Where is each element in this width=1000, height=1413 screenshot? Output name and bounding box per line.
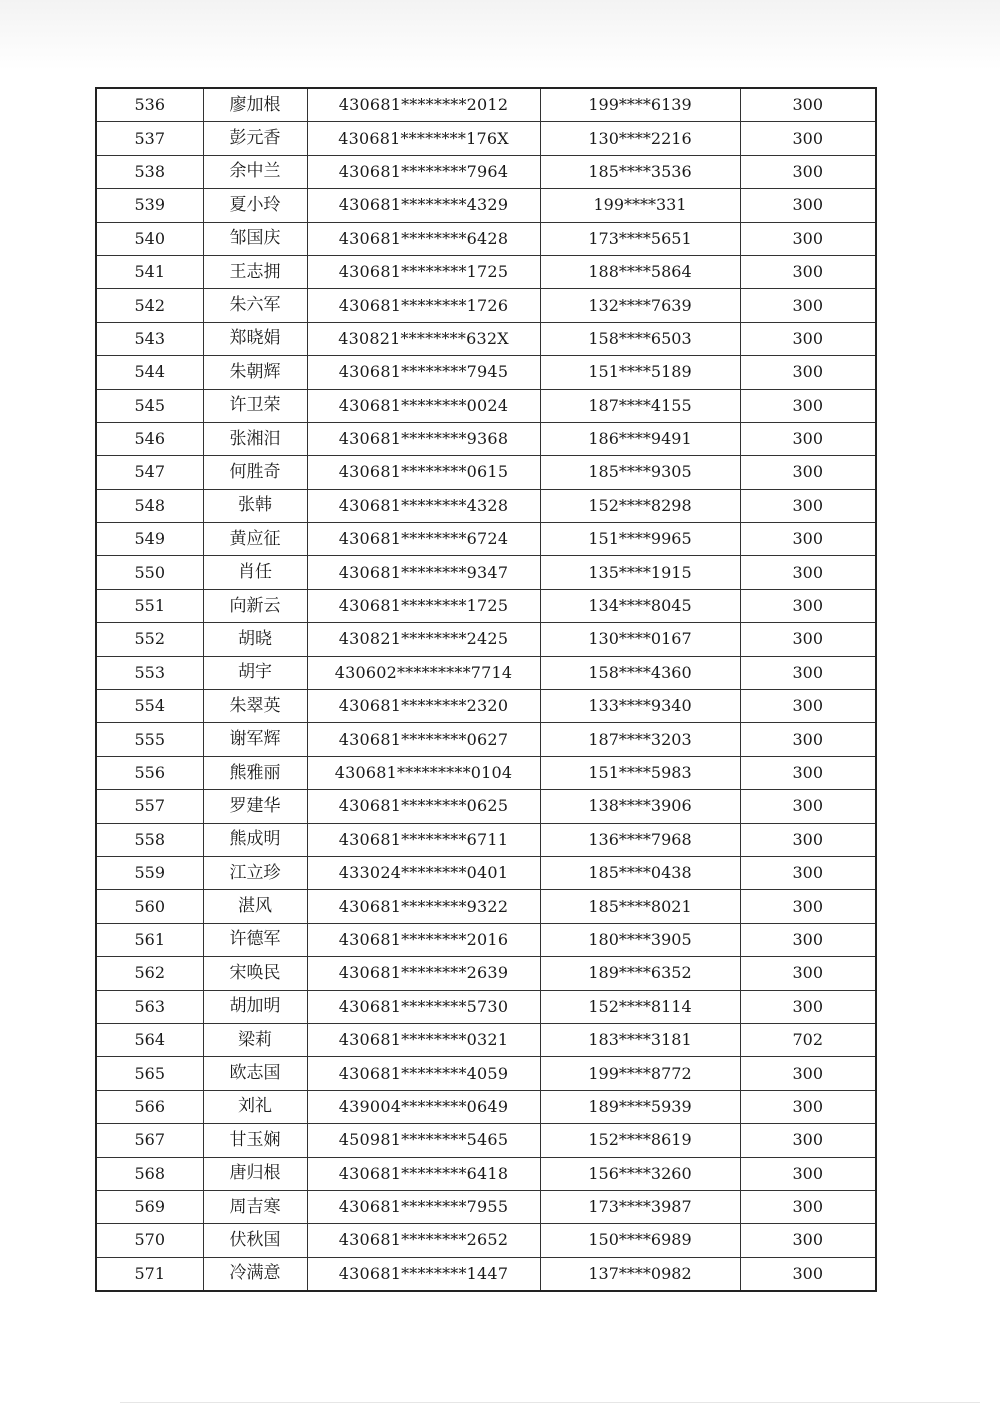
phone-cell: 156****3260	[540, 1157, 740, 1190]
amount-cell: 300	[740, 957, 876, 990]
amount-cell: 300	[740, 556, 876, 589]
id-number-cell: 430681********9347	[307, 556, 540, 589]
name-cell: 许卫荣	[203, 389, 307, 422]
row-number-cell: 548	[96, 489, 203, 522]
table-row	[96, 556, 876, 589]
name-cell: 胡晓	[203, 623, 307, 656]
row-number-cell: 549	[96, 523, 203, 556]
table-row	[96, 690, 876, 723]
name-cell: 邹国庆	[203, 222, 307, 255]
name-cell: 朱翠英	[203, 690, 307, 723]
amount-cell: 300	[740, 856, 876, 889]
row-number-cell: 566	[96, 1090, 203, 1123]
table-row	[96, 589, 876, 622]
amount-cell: 300	[740, 456, 876, 489]
phone-cell: 199****8772	[540, 1057, 740, 1090]
amount-cell: 300	[740, 1124, 876, 1157]
amount-cell: 300	[740, 322, 876, 355]
id-number-cell: 430681********0321	[307, 1023, 540, 1056]
row-number-cell: 563	[96, 990, 203, 1023]
phone-cell: 189****6352	[540, 957, 740, 990]
id-number-cell: 430681********9322	[307, 890, 540, 923]
id-number-cell: 433024********0401	[307, 856, 540, 889]
table-row	[96, 289, 876, 322]
name-cell: 甘玉娴	[203, 1124, 307, 1157]
name-cell: 许德军	[203, 923, 307, 956]
id-number-cell: 430681********1725	[307, 255, 540, 288]
phone-cell: 151****5983	[540, 756, 740, 789]
id-number-cell: 430681********4059	[307, 1057, 540, 1090]
row-number-cell: 551	[96, 589, 203, 622]
table-row	[96, 890, 876, 923]
phone-cell: 189****5939	[540, 1090, 740, 1123]
name-cell: 黄应征	[203, 523, 307, 556]
table-row	[96, 856, 876, 889]
amount-cell: 300	[740, 890, 876, 923]
table-row	[96, 1124, 876, 1157]
amount-cell: 300	[740, 823, 876, 856]
name-cell: 湛风	[203, 890, 307, 923]
phone-cell: 152****8114	[540, 990, 740, 1023]
roster-table-body	[96, 88, 876, 1291]
row-number-cell: 565	[96, 1057, 203, 1090]
id-number-cell: 430681********0024	[307, 389, 540, 422]
phone-cell: 186****9491	[540, 422, 740, 455]
row-number-cell: 564	[96, 1023, 203, 1056]
phone-cell: 199****331	[540, 189, 740, 222]
amount-cell: 300	[740, 122, 876, 155]
phone-cell: 135****1915	[540, 556, 740, 589]
table-row	[96, 1190, 876, 1223]
id-number-cell: 430681********0615	[307, 456, 540, 489]
table-row	[96, 723, 876, 756]
name-cell: 向新云	[203, 589, 307, 622]
id-number-cell: 430681********2016	[307, 923, 540, 956]
row-number-cell: 557	[96, 790, 203, 823]
id-number-cell: 430681********6724	[307, 523, 540, 556]
table-row	[96, 122, 876, 155]
phone-cell: 134****8045	[540, 589, 740, 622]
amount-cell: 300	[740, 422, 876, 455]
table-row	[96, 957, 876, 990]
row-number-cell: 568	[96, 1157, 203, 1190]
amount-cell: 300	[740, 356, 876, 389]
amount-cell: 300	[740, 690, 876, 723]
phone-cell: 185****9305	[540, 456, 740, 489]
phone-cell: 185****0438	[540, 856, 740, 889]
row-number-cell: 542	[96, 289, 203, 322]
name-cell: 梁莉	[203, 1023, 307, 1056]
row-number-cell: 544	[96, 356, 203, 389]
name-cell: 刘礼	[203, 1090, 307, 1123]
id-number-cell: 430681********4328	[307, 489, 540, 522]
id-number-cell: 430681********7945	[307, 356, 540, 389]
id-number-cell: 450981********5465	[307, 1124, 540, 1157]
row-number-cell: 555	[96, 723, 203, 756]
id-number-cell: 430681********0627	[307, 723, 540, 756]
phone-cell: 158****6503	[540, 322, 740, 355]
name-cell: 朱朝辉	[203, 356, 307, 389]
id-number-cell: 430681********6428	[307, 222, 540, 255]
amount-cell: 300	[740, 189, 876, 222]
row-number-cell: 539	[96, 189, 203, 222]
amount-cell: 300	[740, 1090, 876, 1123]
row-number-cell: 570	[96, 1224, 203, 1257]
phone-cell: 152****8619	[540, 1124, 740, 1157]
name-cell: 何胜奇	[203, 456, 307, 489]
phone-cell: 158****4360	[540, 656, 740, 689]
amount-cell: 300	[740, 756, 876, 789]
table-row	[96, 222, 876, 255]
amount-cell: 300	[740, 1257, 876, 1291]
id-number-cell: 430681********5730	[307, 990, 540, 1023]
name-cell: 夏小玲	[203, 189, 307, 222]
amount-cell: 300	[740, 523, 876, 556]
amount-cell: 702	[740, 1023, 876, 1056]
row-number-cell: 547	[96, 456, 203, 489]
amount-cell: 300	[740, 1190, 876, 1223]
scan-edge-line	[120, 1402, 980, 1403]
name-cell: 宋唤民	[203, 957, 307, 990]
phone-cell: 151****9965	[540, 523, 740, 556]
phone-cell: 180****3905	[540, 923, 740, 956]
name-cell: 江立珍	[203, 856, 307, 889]
amount-cell: 300	[740, 389, 876, 422]
name-cell: 余中兰	[203, 155, 307, 188]
row-number-cell: 546	[96, 422, 203, 455]
phone-cell: 130****2216	[540, 122, 740, 155]
phone-cell: 137****0982	[540, 1257, 740, 1291]
table-row	[96, 523, 876, 556]
table-row	[96, 1090, 876, 1123]
amount-cell: 300	[740, 656, 876, 689]
row-number-cell: 540	[96, 222, 203, 255]
phone-cell: 132****7639	[540, 289, 740, 322]
row-number-cell: 541	[96, 255, 203, 288]
row-number-cell: 562	[96, 957, 203, 990]
name-cell: 谢军辉	[203, 723, 307, 756]
name-cell: 彭元香	[203, 122, 307, 155]
row-number-cell: 543	[96, 322, 203, 355]
name-cell: 廖加根	[203, 88, 307, 122]
id-number-cell: 430681********1726	[307, 289, 540, 322]
row-number-cell: 561	[96, 923, 203, 956]
phone-cell: 188****5864	[540, 255, 740, 288]
table-row	[96, 389, 876, 422]
table-row	[96, 422, 876, 455]
amount-cell: 300	[740, 790, 876, 823]
phone-cell: 187****4155	[540, 389, 740, 422]
id-number-cell: 430681*********0104	[307, 756, 540, 789]
row-number-cell: 552	[96, 623, 203, 656]
phone-cell: 173****5651	[540, 222, 740, 255]
id-number-cell: 430681********7964	[307, 155, 540, 188]
name-cell: 唐归根	[203, 1157, 307, 1190]
row-number-cell: 567	[96, 1124, 203, 1157]
table-row	[96, 155, 876, 188]
id-number-cell: 430821********632X	[307, 322, 540, 355]
page-edge-shade	[0, 0, 1000, 70]
table-row	[96, 1257, 876, 1291]
table-row	[96, 623, 876, 656]
row-number-cell: 571	[96, 1257, 203, 1291]
name-cell: 欧志国	[203, 1057, 307, 1090]
amount-cell: 300	[740, 589, 876, 622]
name-cell: 罗建华	[203, 790, 307, 823]
table-row	[96, 990, 876, 1023]
table-row	[96, 489, 876, 522]
id-number-cell: 430681********0625	[307, 790, 540, 823]
row-number-cell: 569	[96, 1190, 203, 1223]
name-cell: 熊雅丽	[203, 756, 307, 789]
id-number-cell: 430681********9368	[307, 422, 540, 455]
table-row	[96, 1023, 876, 1056]
name-cell: 王志拥	[203, 255, 307, 288]
phone-cell: 151****5189	[540, 356, 740, 389]
row-number-cell: 545	[96, 389, 203, 422]
name-cell: 胡宇	[203, 656, 307, 689]
row-number-cell: 560	[96, 890, 203, 923]
name-cell: 张湘汨	[203, 422, 307, 455]
table-row	[96, 656, 876, 689]
name-cell: 郑晓娟	[203, 322, 307, 355]
amount-cell: 300	[740, 489, 876, 522]
phone-cell: 138****3906	[540, 790, 740, 823]
row-number-cell: 537	[96, 122, 203, 155]
phone-cell: 150****6989	[540, 1224, 740, 1257]
row-number-cell: 536	[96, 88, 203, 122]
name-cell: 肖任	[203, 556, 307, 589]
name-cell: 胡加明	[203, 990, 307, 1023]
amount-cell: 300	[740, 723, 876, 756]
name-cell: 朱六军	[203, 289, 307, 322]
table-row	[96, 790, 876, 823]
amount-cell: 300	[740, 1224, 876, 1257]
amount-cell: 300	[740, 923, 876, 956]
phone-cell: 185****8021	[540, 890, 740, 923]
id-number-cell: 430681********2320	[307, 690, 540, 723]
phone-cell: 199****6139	[540, 88, 740, 122]
row-number-cell: 556	[96, 756, 203, 789]
amount-cell: 300	[740, 289, 876, 322]
id-number-cell: 430681********2012	[307, 88, 540, 122]
table-row	[96, 756, 876, 789]
table-row	[96, 923, 876, 956]
table-row	[96, 1224, 876, 1257]
table-row	[96, 823, 876, 856]
name-cell: 冷满意	[203, 1257, 307, 1291]
row-number-cell: 550	[96, 556, 203, 589]
name-cell: 周吉寒	[203, 1190, 307, 1223]
amount-cell: 300	[740, 1157, 876, 1190]
table-row	[96, 456, 876, 489]
amount-cell: 300	[740, 1057, 876, 1090]
id-number-cell: 430602*********7714	[307, 656, 540, 689]
table-row	[96, 255, 876, 288]
table-row	[96, 1057, 876, 1090]
amount-cell: 300	[740, 88, 876, 122]
phone-cell: 173****3987	[540, 1190, 740, 1223]
phone-cell: 133****9340	[540, 690, 740, 723]
row-number-cell: 554	[96, 690, 203, 723]
id-number-cell: 430821********2425	[307, 623, 540, 656]
id-number-cell: 430681********4329	[307, 189, 540, 222]
id-number-cell: 439004********0649	[307, 1090, 540, 1123]
id-number-cell: 430681********6711	[307, 823, 540, 856]
phone-cell: 183****3181	[540, 1023, 740, 1056]
id-number-cell: 430681********2639	[307, 957, 540, 990]
amount-cell: 300	[740, 222, 876, 255]
table-row	[96, 88, 876, 122]
name-cell: 张韩	[203, 489, 307, 522]
table-row	[96, 1157, 876, 1190]
amount-cell: 300	[740, 990, 876, 1023]
roster-table	[95, 87, 877, 1292]
id-number-cell: 430681********176X	[307, 122, 540, 155]
row-number-cell: 559	[96, 856, 203, 889]
id-number-cell: 430681********2652	[307, 1224, 540, 1257]
phone-cell: 130****0167	[540, 623, 740, 656]
amount-cell: 300	[740, 155, 876, 188]
id-number-cell: 430681********6418	[307, 1157, 540, 1190]
phone-cell: 136****7968	[540, 823, 740, 856]
row-number-cell: 558	[96, 823, 203, 856]
id-number-cell: 430681********1447	[307, 1257, 540, 1291]
id-number-cell: 430681********7955	[307, 1190, 540, 1223]
phone-cell: 185****3536	[540, 155, 740, 188]
amount-cell: 300	[740, 623, 876, 656]
amount-cell: 300	[740, 255, 876, 288]
phone-cell: 187****3203	[540, 723, 740, 756]
name-cell: 伏秋国	[203, 1224, 307, 1257]
row-number-cell: 538	[96, 155, 203, 188]
table-row	[96, 356, 876, 389]
phone-cell: 152****8298	[540, 489, 740, 522]
id-number-cell: 430681********1725	[307, 589, 540, 622]
table-row	[96, 189, 876, 222]
row-number-cell: 553	[96, 656, 203, 689]
name-cell: 熊成明	[203, 823, 307, 856]
table-row	[96, 322, 876, 355]
